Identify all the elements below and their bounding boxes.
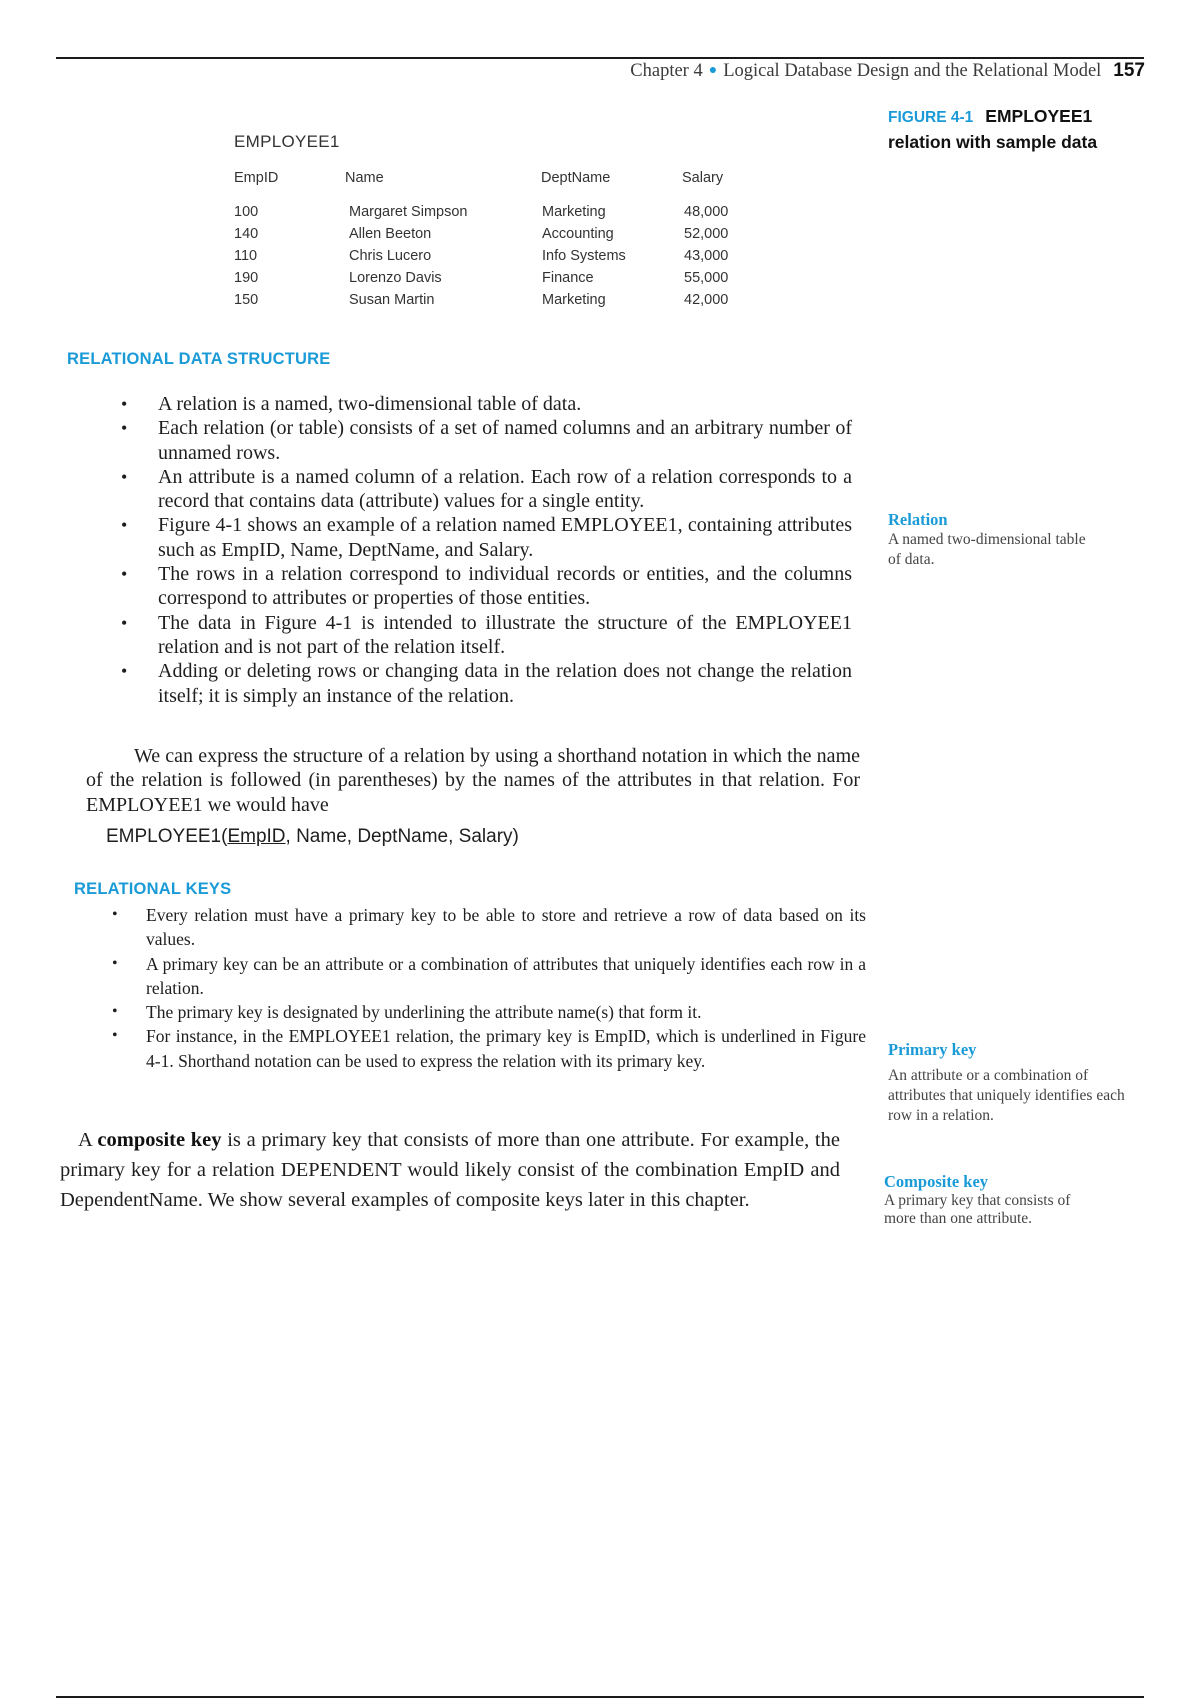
- table-cell: Allen Beeton: [349, 226, 432, 242]
- shorthand-paragraph: We can express the structure of a relation by using a shorthand notation in which the name of the relation is followed (in parentheses) by the names of the attributes in that relation. For EMPLOYEE1 we would have: [86, 745, 860, 816]
- table-cell: 150: [234, 292, 259, 308]
- bullet-separator-icon: ●: [708, 63, 718, 78]
- list-item: • Figure 4-1 shows an example of a relation named EMPLOYEE1, containing attributes such as EmpID, Name, DeptName, and Salary.: [112, 513, 852, 562]
- margin-definition: A primary key that consists of more than one attribute.: [884, 1192, 1071, 1227]
- column-header: Salary: [682, 170, 724, 186]
- table-cell: Lorenzo Davis: [349, 270, 442, 286]
- table-cell: 190: [234, 270, 259, 286]
- table-cell: 52,000: [684, 226, 729, 242]
- margin-note-relation: [888, 510, 1098, 570]
- table-title: EMPLOYEE1: [234, 132, 340, 151]
- list-item: • The data in Figure 4-1 is intended to illustrate the structure of the EMPLOYEE1 relation and is not part of the relation itself.: [112, 611, 852, 660]
- table-cell: Margaret Simpson: [349, 204, 468, 220]
- shorthand-notation: [106, 826, 519, 848]
- list-item: • A primary key can be an attribute or a combination of attributes that uniquely identifies each row in a relation.: [106, 952, 866, 1001]
- table-cell: 42,000: [684, 292, 729, 308]
- page-number: 157: [1113, 60, 1145, 81]
- paragraph-lead: A: [78, 1129, 98, 1151]
- data-structure-bullet-list: [112, 392, 852, 708]
- list-item: • For instance, in the EMPLOYEE1 relation, the primary key is EmpID, which is underlined in Figure 4-1. Shorthand notation can be used to express the relation with its primary key.: [106, 1024, 866, 1073]
- figure-caption-line2: relation with sample data: [888, 132, 1098, 152]
- relational-keys-bullet-list: [106, 903, 866, 1073]
- list-item: • A relation is a named, two-dimensional table of data.: [112, 392, 852, 416]
- list-item: • Each relation (or table) consists of a set of named columns and an arbitrary number of unnamed rows.: [112, 416, 852, 465]
- list-item: • The rows in a relation correspond to individual records or entities, and the columns correspond to attributes or properties of those entities.: [112, 562, 852, 611]
- table-cell: 140: [234, 226, 259, 242]
- table-cell: 43,000: [684, 248, 729, 264]
- column-header: EmpID: [234, 170, 279, 186]
- table-cell: 48,000: [684, 204, 729, 220]
- table-cell: Marketing: [542, 292, 606, 308]
- margin-note-composite-key: [884, 1172, 1094, 1228]
- list-item: • An attribute is a named column of a relation. Each row of a relation corresponds to a record that contains data (attribute) values for a single entity.: [112, 465, 852, 514]
- bottom-rule: [56, 1696, 1144, 1698]
- chapter-title: Logical Database Design and the Relational Model: [723, 61, 1102, 81]
- margin-note-primary-key: [888, 1040, 1138, 1126]
- figure-number: FIGURE 4-1: [888, 109, 974, 126]
- figure-caption-line1: EMPLOYEE1: [985, 106, 1093, 126]
- table-cell: Accounting: [542, 226, 614, 242]
- table-cell: 110: [234, 248, 258, 264]
- primary-key-attribute: EmpID: [227, 826, 286, 847]
- table-cell: Finance: [542, 270, 594, 286]
- column-header: DeptName: [541, 170, 611, 186]
- table-cell: 100: [234, 204, 259, 220]
- table-cell: Marketing: [542, 204, 606, 220]
- list-item: • The primary key is designated by underlining the attribute name(s) that form it.: [106, 1000, 866, 1024]
- chapter-label: Chapter 4: [630, 61, 703, 81]
- employee-table: [0, 0, 1200, 330]
- paragraph-text: is a primary key that consists of more than one attribute. For example, the primary key for a relation DEPENDENT would likely consist of the combination EmpID and DependentName. We show several examples of composite keys later in this chapter.: [60, 1129, 840, 1211]
- table-cell: Susan Martin: [349, 292, 435, 308]
- table-cell: 55,000: [684, 270, 729, 286]
- other-attributes: , Name, DeptName, Salary): [285, 826, 519, 847]
- table-cell: Info Systems: [542, 248, 626, 264]
- margin-term: Relation: [888, 510, 948, 529]
- composite-key-term: composite key: [97, 1129, 222, 1151]
- section-heading-relational-keys: RELATIONAL KEYS: [74, 880, 232, 898]
- list-item: • Every relation must have a primary key to be able to store and retrieve a row of data based on its values.: [106, 903, 866, 952]
- margin-definition: An attribute or a combination of attributes that uniquely identifies each row in a relation.: [888, 1067, 1125, 1124]
- table-cell: Chris Lucero: [349, 248, 432, 264]
- margin-definition: A named two-dimensional table of data.: [888, 531, 1086, 568]
- relation-name: EMPLOYEE1(: [106, 826, 228, 847]
- section-heading-relational-data-structure: RELATIONAL DATA STRUCTURE: [67, 350, 331, 368]
- margin-term: Primary key: [888, 1040, 977, 1059]
- list-item: • Adding or deleting rows or changing data in the relation does not change the relation itself; it is simply an instance of the relation.: [112, 659, 852, 708]
- column-header: Name: [345, 170, 384, 186]
- margin-term: Composite key: [884, 1172, 989, 1191]
- composite-key-paragraph: [60, 1125, 840, 1215]
